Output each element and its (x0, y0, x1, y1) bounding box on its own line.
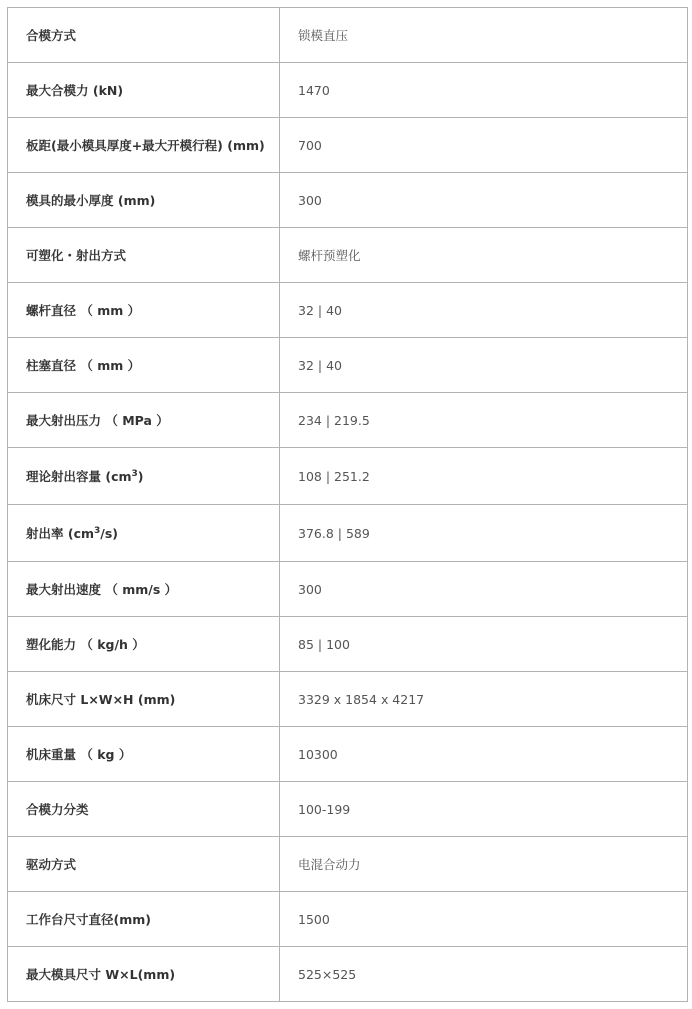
table-row (8, 617, 688, 672)
table-row (8, 338, 688, 393)
spec-label-text: 射出率 (cm (26, 526, 94, 541)
spec-label: 可塑化・射出方式 (8, 228, 280, 283)
spec-value: 300 (280, 562, 688, 617)
spec-label (8, 448, 280, 505)
table-row (8, 562, 688, 617)
table-row (8, 63, 688, 118)
table-row (8, 947, 688, 1002)
spec-label: 驱动方式 (8, 837, 280, 892)
table-row (8, 672, 688, 727)
table-row (8, 727, 688, 782)
spec-value: 锁模直压 (280, 8, 688, 63)
spec-label: 合模方式 (8, 8, 280, 63)
spec-label: 模具的最小厚度 (mm) (8, 173, 280, 228)
spec-value: 700 (280, 118, 688, 173)
spec-label: 合模力分类 (8, 782, 280, 837)
spec-label-suffix: /s) (100, 526, 118, 541)
spec-value: 108 | 251.2 (280, 448, 688, 505)
table-row (8, 837, 688, 892)
table-row (8, 283, 688, 338)
spec-label: 最大射出压力 （ MPa ） (8, 393, 280, 448)
spec-label: 螺杆直径 （ mm ） (8, 283, 280, 338)
spec-label-text: 理论射出容量 (cm (26, 469, 132, 484)
spec-value: 300 (280, 173, 688, 228)
spec-label-suffix: ) (137, 469, 144, 484)
spec-value: 376.8 | 589 (280, 505, 688, 562)
spec-label: 机床尺寸 L×W×H (mm) (8, 672, 280, 727)
spec-value: 3329 x 1854 x 4217 (280, 672, 688, 727)
table-row (8, 505, 688, 562)
spec-value: 32 | 40 (280, 283, 688, 338)
spec-value: 10300 (280, 727, 688, 782)
spec-value: 525×525 (280, 947, 688, 1002)
superscript: 3 (94, 525, 101, 536)
spec-label: 板距(最小模具厚度+最大开模行程) (mm) (8, 118, 280, 173)
spec-label: 机床重量 （ kg ） (8, 727, 280, 782)
spec-label: 最大射出速度 （ mm/s ） (8, 562, 280, 617)
spec-label: 工作台尺寸直径(mm) (8, 892, 280, 947)
superscript: 3 (131, 468, 138, 479)
spec-value: 100-199 (280, 782, 688, 837)
spec-label: 最大模具尺寸 W×L(mm) (8, 947, 280, 1002)
spec-label: 塑化能力 （ kg/h ） (8, 617, 280, 672)
spec-value: 85 | 100 (280, 617, 688, 672)
table-row (8, 8, 688, 63)
table-row (8, 393, 688, 448)
spec-value: 1500 (280, 892, 688, 947)
spec-label: 最大合模力 (kN) (8, 63, 280, 118)
table-row (8, 782, 688, 837)
spec-label (8, 505, 280, 562)
table-row (8, 118, 688, 173)
spec-value: 32 | 40 (280, 338, 688, 393)
spec-label: 柱塞直径 （ mm ） (8, 338, 280, 393)
table-row (8, 892, 688, 947)
spec-value: 234 | 219.5 (280, 393, 688, 448)
table-row (8, 173, 688, 228)
table-row (8, 448, 688, 505)
spec-value: 螺杆预塑化 (280, 228, 688, 283)
table-row (8, 228, 688, 283)
spec-value: 1470 (280, 63, 688, 118)
spec-value: 电混合动力 (280, 837, 688, 892)
spec-table (7, 7, 688, 1002)
